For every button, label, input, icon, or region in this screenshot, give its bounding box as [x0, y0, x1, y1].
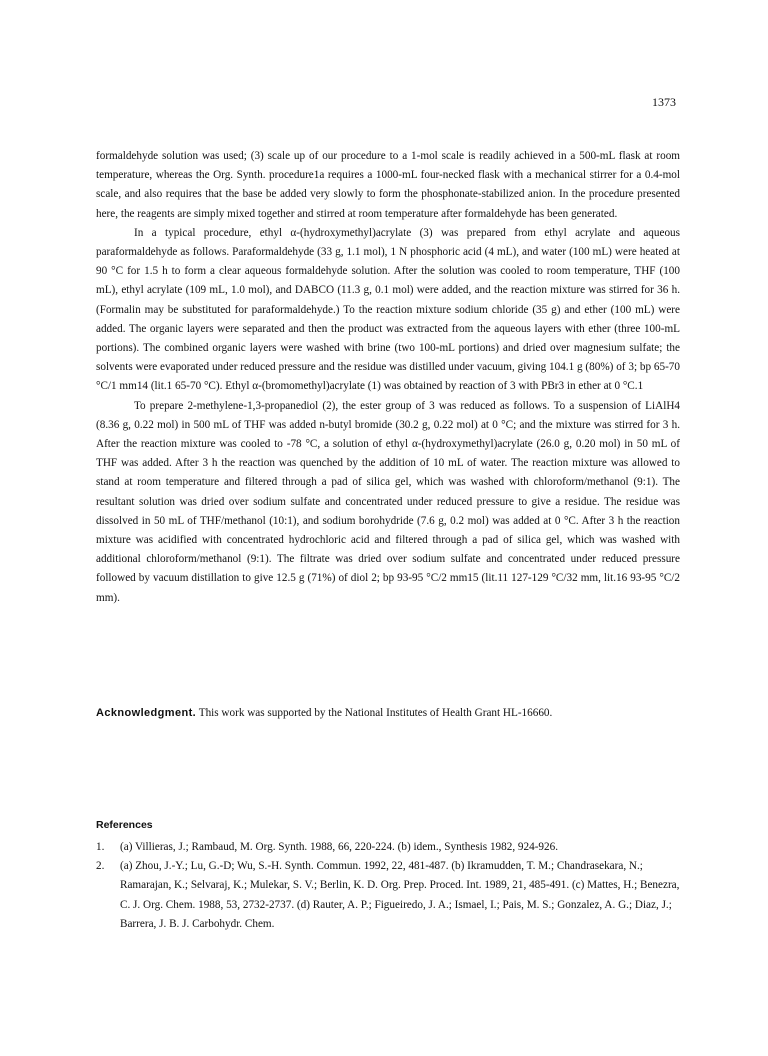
- acknowledgment: [96, 704, 680, 723]
- references-list: [96, 838, 680, 934]
- acknowledgment-text: This work was supported by the National Institutes of Health Grant HL-16660.: [198, 707, 553, 719]
- page-number: 1373: [652, 95, 676, 109]
- reference-item: [96, 838, 680, 857]
- acknowledgment-title: Acknowledgment.: [96, 707, 197, 719]
- paragraph-scale-up: formaldehyde solution was used; (3) scale up of our procedure to a 1-mol scale is readily achieved in a 500-mL flask at room temperature, whereas the Org. Synth. procedure1a requires a 1000-mL four-necked flask with a mechanical stirrer for a 0.4-mol scale, and also requires that the base be added very slowly to form the phosphonate-stabilized anion. In the procedure presented here, the reagents are simply mixed together and stirred at room temperature after formaldehyde has been generated.: [96, 150, 680, 220]
- reference-item: [96, 857, 680, 934]
- paragraph-typical-procedure: In a typical procedure, ethyl α-(hydroxymethyl)acrylate (3) was prepared from ethyl acrylate and aqueous paraformaldehyde as follows. Paraformaldehyde (33 g, 1.1 mol), 1 N phosphoric acid (4 mL), and water (100 mL) were heated at 90 °C for 1.5 h to form a clear aqueous formaldehyde solution. After the solution was cooled to room temperature, THF (100 mL), ethyl acrylate (109 mL, 1.0 mol), and DABCO (11.3 g, 0.1 mol) were added, and the reaction mixture was stirred for 36 h. (Formalin may be substituted for paraformaldehyde.) To the reaction mixture sodium chloride (35 g) and ether (100 mL) were added. The organic layers were separated and then the product was extracted from the aqueous layers with ether (three 100-mL portions). The combined organic layers were washed with brine (two 100-mL portions) and dried over magnesium sulfate; the solvents were evaporated under reduced pressure and the residue was distilled under vacuum, giving 104.1 g (80%) of 3; bp 65-70 °C/1 mm14 (lit.1 65-70 °C). Ethyl α-(bromomethyl)acrylate (1) was obtained by reaction of 3 with PBr3 in ether at 0 °C.1: [96, 226, 680, 393]
- reference-number: 2.: [96, 860, 105, 873]
- reference-text: (a) Zhou, J.-Y.; Lu, G.-D; Wu, S.-H. Synth. Commun. 1992, 22, 481-487. (b) Ikramudden, T. M.; Chandrasekara, N.; Ramarajan, K.; Selvaraj, K.; Mulekar, S. V.; Berlin, K. D. Org. Prep. Proced. Int. 1989, 21, 485-491. (c) Mattes, H.; Benezra, C. J. Org. Chem. 1988, 53, 2732-2737. (d) Rauter, A. P.; Figueiredo, J. A.; Ismael, I.; Pais, M. S.; Gonzalez, A. G.; Diaz, J.; Barrera, J. B. J. Carbohydr. Chem.: [120, 860, 680, 930]
- reference-text: (a) Villieras, J.; Rambaud, M. Org. Synth. 1988, 66, 220-224. (b) idem., Synthesis 1982, 924-926.: [120, 841, 558, 853]
- body-text: [96, 147, 680, 608]
- paragraph-diol-preparation: To prepare 2-methylene-1,3-propanediol (2), the ester group of 3 was reduced as follows. To a suspension of LiAlH4 (8.36 g, 0.22 mol) in 500 mL of THF was added n-butyl bromide (30.2 g, 0.22 mol) at 0 °C; and the mixture was stirred for 3 h. After the reaction mixture was cooled to -78 °C, a solution of ethyl α-(hydroxymethyl)acrylate (26.0 g, 0.20 mol) in 50 mL of THF was added. After 3 h the reaction was quenched by the addition of 10 mL of water. The reaction mixture was allowed to stand at room temperature and filtered through a pad of silica gel, which was washed with chloroform/methanol (9:1). The resultant solution was dried over sodium sulfate and concentrated under reduced pressure to give a residue. The residue was dissolved in 50 mL of THF/methanol (10:1), and sodium borohydride (7.6 g, 0.2 mol) was added at 0 °C. After 3 h the reaction mixture was acidified with concentrated hydrochloric acid and filtered through a pad of silica gel, which was washed with additional chloroform/methanol (9:1). The filtrate was dried over sodium sulfate and concentrated under reduced pressure followed by vacuum distillation to give 12.5 g (71%) of diol 2; bp 93-95 °C/2 mm15 (lit.11 127-129 °C/32 mm, lit.16 93-95 °C/2 mm).: [96, 399, 680, 604]
- reference-number: 1.: [96, 841, 105, 853]
- references-heading: References: [96, 819, 153, 831]
